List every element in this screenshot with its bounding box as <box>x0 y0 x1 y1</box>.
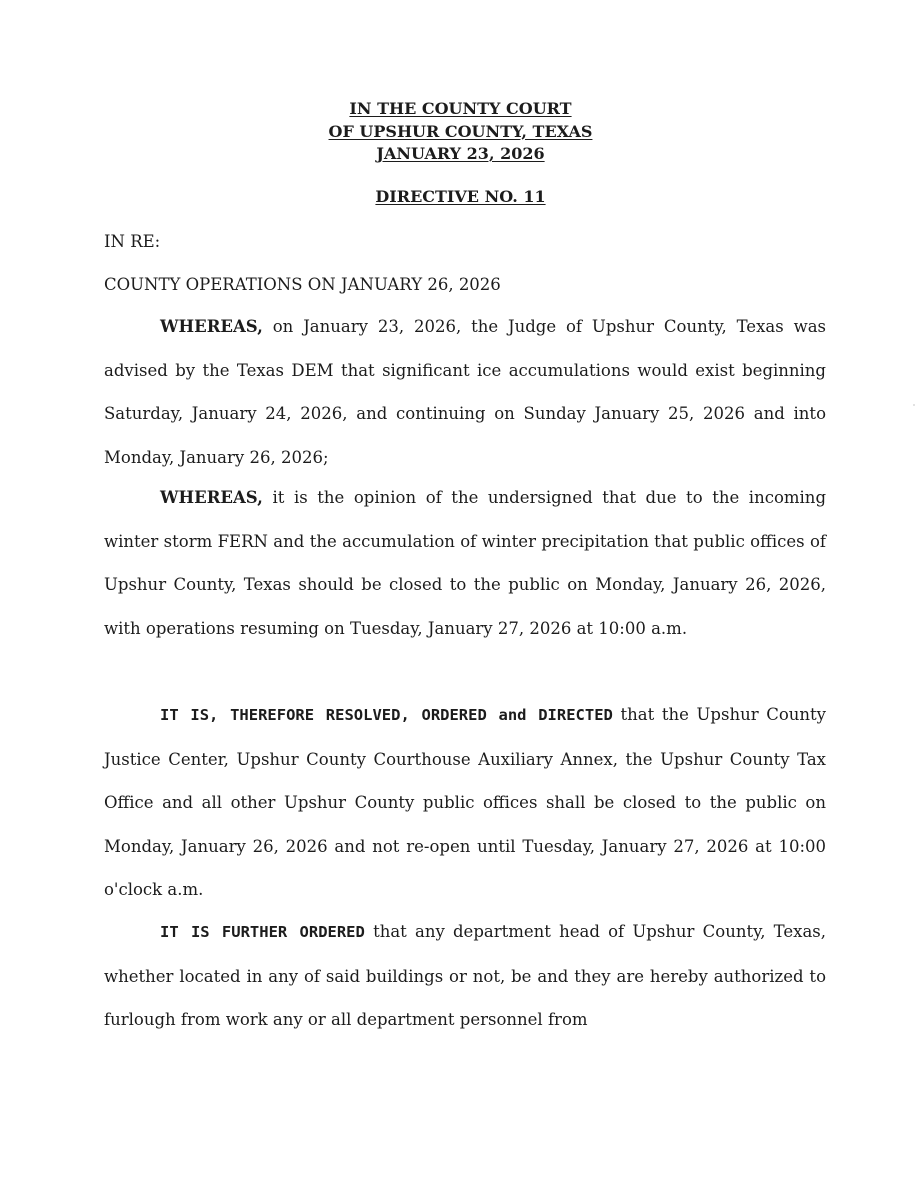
directive-title <box>0 186 921 208</box>
paragraph-text: that any department head of Upshur County, Texas, whether located in any of said buildings or not, be and they are hereby authorized to furlough from work any or all department personnel from <box>104 922 827 1029</box>
paragraph-lead: WHEREAS, <box>160 317 263 336</box>
scan-artifact <box>913 404 915 406</box>
paragraph-lead: WHEREAS, <box>160 488 263 507</box>
court-name-line-1: IN THE COUNTY COURT <box>349 99 572 118</box>
whereas-paragraph-1 <box>104 305 826 479</box>
court-name-line-2: OF UPSHUR COUNTY, TEXAS <box>328 121 593 141</box>
order-date: JANUARY 23, 2026 <box>376 144 545 163</box>
paragraph-text: on January 23, 2026, the Judge of Upshur County, Texas was advised by the Texas DEM that significant ice accumulations would exist beginning Saturday, January 24, 2026, and continuing on Sunday January 25, 2026 and into Monday, January 26, 2026; <box>104 317 826 467</box>
paragraph-lead: IT IS, THEREFORE RESOLVED, ORDERED and DIRECTED <box>160 706 613 724</box>
subject-line: COUNTY OPERATIONS ON JANUARY 26, 2026 <box>104 275 501 294</box>
paragraph-text: that the Upshur County Justice Center, Upshur County Courthouse Auxiliary Annex, the Upshur County Tax Office and all other Upshur County public offices shall be closed to the public on Monday, January 26, 2026 and not re-open until Tuesday, January 27, 2026 at 10:00 o'clock a.m. <box>104 705 826 899</box>
in-re-label: IN RE: <box>104 232 161 251</box>
directive-number: DIRECTIVE NO. 11 <box>375 187 546 206</box>
court-heading <box>0 98 921 166</box>
whereas-paragraph-2 <box>104 476 826 650</box>
resolved-paragraph <box>104 693 826 912</box>
further-ordered-paragraph <box>104 910 826 1042</box>
paragraph-lead: IT IS FURTHER ORDERED <box>160 923 365 941</box>
paragraph-text: it is the opinion of the undersigned that due to the incoming winter storm FERN and the accumulation of winter precipitation that public offices of Upshur County, Texas should be closed to the public on Monday, January 26, 2026, with operations resuming on Tuesday, January 27, 2026 at 10:00 a.m. <box>104 488 827 638</box>
